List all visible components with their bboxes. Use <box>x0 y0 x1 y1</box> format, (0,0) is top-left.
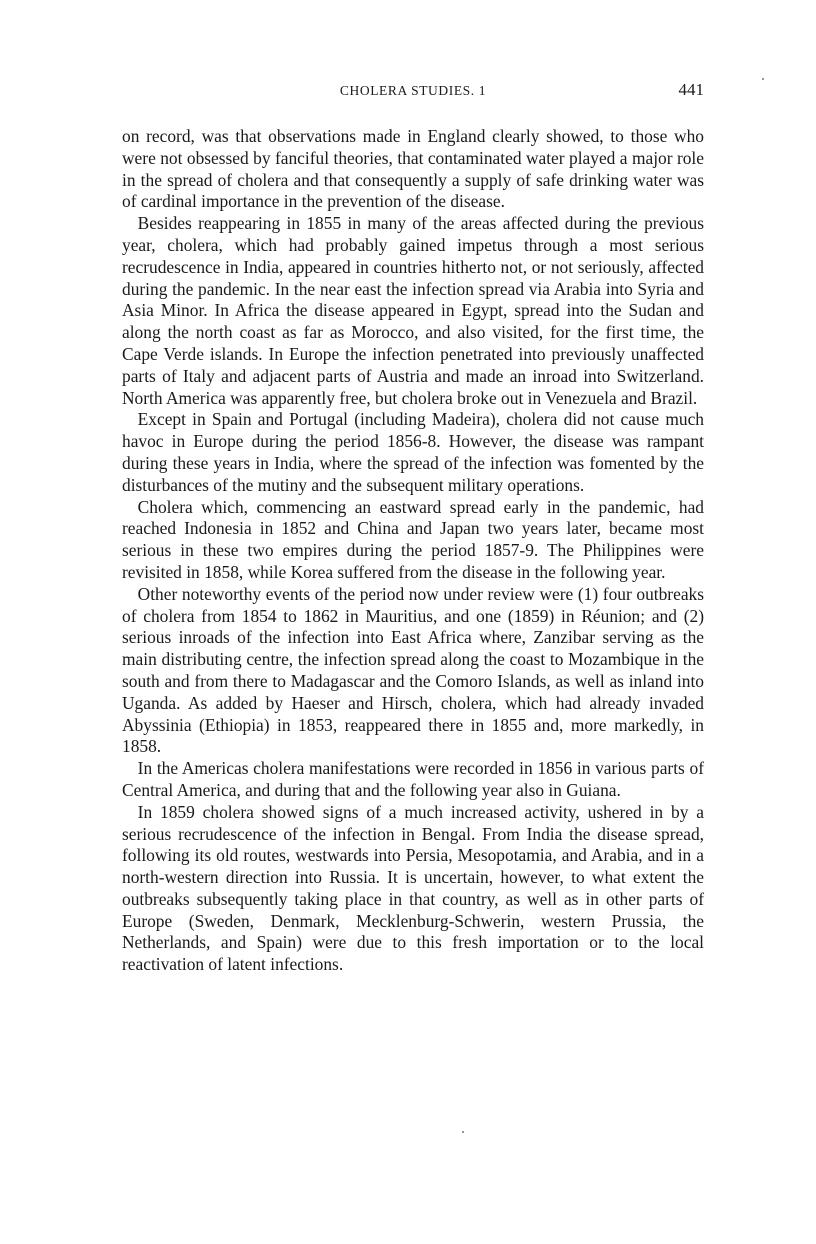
paragraph: In 1859 cholera showed signs of a much increased activity, ushered in by a serious recrudescence of the infection in Bengal. From India the disease spread, following its old routes, westwards into Persia, Mesopotamia, and Arabia, and in a north-western direction into Russia. It is uncertain, however, to what extent the outbreaks subsequently taking place in that country, as well as in other parts of Europe (Sweden, Denmark, Mecklenburg-Schwerin, western Prussia, the Netherlands, and Spain) were due to this fresh importation or to the local reactivation of latent infections. <box>122 801 704 975</box>
paragraph: Except in Spain and Portugal (including Madeira), cholera did not cause much havoc in Europe during the period 1856-8. However, the disease was rampant during these years in India, where the spread of the infection was fomented by the disturbances of the mutiny and the subsequent military operations. <box>122 409 704 495</box>
page-header <box>122 80 704 104</box>
scan-speck <box>462 1131 464 1133</box>
paragraph: Other noteworthy events of the period now under review were (1) four outbreaks of cholera from 1854 to 1862 in Mauritius, and one (1859) in Réunion; and (2) serious inroads of the infection into East Africa where, Zanzibar serving as the main distributing centre, the infection spread along the coast to Mozambique in the south and from there to Madagascar and the Comoro Islands, as well as inland into Uganda. As added by Haeser and Hirsch, cholera, which had already invaded Abyssinia (Ethiopia) in 1853, reappeared there in 1855 and, more markedly, in 1858. <box>122 583 704 757</box>
paragraph: Besides reappearing in 1855 in many of the areas affected during the previous year, cholera, which had probably gained impetus through a most serious recrudescence in India, appeared in countries hitherto not, or not seriously, affected during the pandemic. In the near east the infection spread via Arabia into Syria and Asia Minor. In Africa the disease appeared in Egypt, spread into the Sudan and along the north coast as far as Morocco, and also visited, for the first time, the Cape Verde islands. In Europe the infection penetrated into previously unaffected parts of Italy and adjacent parts of Austria and made an inroad into Switzerland. North America was apparently free, but cholera broke out in Venezuela and Brazil. <box>122 213 704 408</box>
paragraph-continuation: on record, was that observations made in England clearly showed, to those who were not obsessed by fanciful theories, that contaminated water played a major role in the spread of cholera and that consequently a supply of safe drinking water was of cardinal importance in the prevention of the disease. <box>122 126 704 212</box>
scan-speck <box>762 78 764 80</box>
page-number: 441 <box>678 80 704 99</box>
body-text <box>122 126 704 976</box>
paragraph: In the Americas cholera manifestations were recorded in 1856 in various parts of Central America, and during that and the following year also in Guiana. <box>122 758 704 800</box>
paragraph: Cholera which, commencing an eastward spread early in the pandemic, had reached Indonesia in 1852 and China and Japan two years later, became most serious in these two empires during the period 1857-9. The Philippines were revisited in 1858, while Korea suffered from the disease in the following year. <box>122 496 704 582</box>
running-head: CHOLERA STUDIES. 1 <box>339 83 487 98</box>
